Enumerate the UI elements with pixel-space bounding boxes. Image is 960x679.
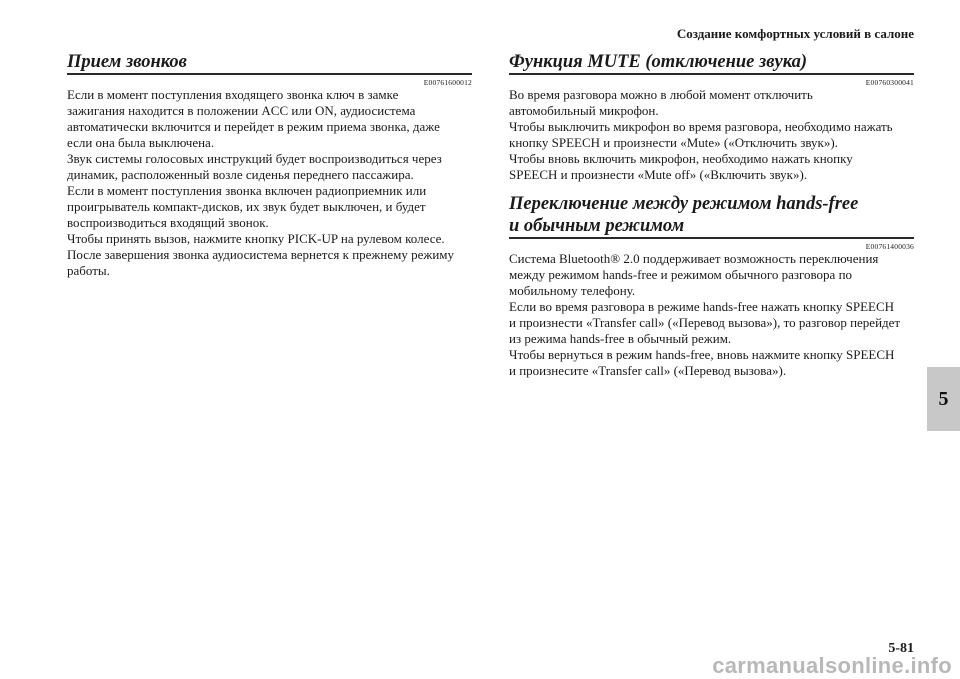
body-line: автомобильный микрофон.	[509, 103, 659, 118]
title-line: и обычным режимом	[509, 216, 685, 236]
section-title-incoming-calls: Прием звонков	[67, 51, 472, 75]
section-title-handsfree	[509, 193, 914, 239]
chapter-tab	[927, 367, 960, 431]
body-line: из режима hands-free в обычный режим.	[509, 331, 732, 346]
body-line: Система Bluetooth® 2.0 поддерживает возможность переключения	[509, 251, 879, 266]
section-code: E00761400036	[865, 242, 914, 251]
section-body	[509, 251, 914, 379]
body-line: Во время разговора можно в любой момент отключить	[509, 87, 813, 102]
body-line: и произнести «Transfer call» («Перевод вызова»), то разговор перейдет	[509, 315, 901, 330]
right-column	[509, 51, 914, 379]
body-line: Если во время разговора в режиме hands-free нажать кнопку SPEECH	[509, 299, 895, 314]
body-line: Звук системы голосовых инструкций будет воспроизводиться через	[67, 151, 442, 166]
body-line: Чтобы вновь включить микрофон, необходимо нажать кнопку	[509, 151, 853, 166]
body-line: между режимом hands-free и режимом обычного разговора по	[509, 267, 853, 282]
section-body	[509, 87, 914, 183]
body-line: После завершения звонка аудиосистема вернется к прежнему режиму	[67, 247, 455, 262]
body-line: Чтобы выключить микрофон во время разговора, необходимо нажать	[509, 119, 893, 134]
page-number: 5-81	[888, 641, 914, 656]
body-line: Если в момент поступления звонка включен радиоприемник или	[67, 183, 427, 198]
body-line: зажигания находится в положении ACC или ON, аудиосистема	[67, 103, 416, 118]
body-line: если она была выключена.	[67, 135, 215, 150]
left-column	[67, 51, 472, 279]
body-line: проигрыватель компакт-дисков, их звук будет выключен, и будет	[67, 199, 426, 214]
body-line: мобильному телефону.	[509, 283, 636, 298]
body-line: SPEECH и произнести «Mute off» («Включить звук»).	[509, 167, 808, 182]
body-line: воспроизводиться входящий звонок.	[67, 215, 269, 230]
section-code: E00760300041	[865, 78, 914, 87]
title-line: Переключение между режимом hands-free	[509, 194, 859, 214]
body-line: динамик, расположенный возле сиденья переднего пассажира.	[67, 167, 414, 182]
running-header: Создание комфортных условий в салоне	[676, 26, 914, 41]
body-line: и произнесите «Transfer call» («Перевод вызова»).	[509, 363, 787, 378]
body-line: Чтобы принять вызов, нажмите кнопку PICK-UP на рулевом колесе.	[67, 231, 445, 246]
section-title-mute: Функция MUTE (отключение звука)	[509, 51, 914, 75]
section-body	[67, 87, 472, 279]
body-line: Если в момент поступления входящего звонка ключ в замке	[67, 87, 399, 102]
section-code: E00761600012	[423, 78, 472, 87]
chapter-number: 5	[938, 387, 949, 410]
body-line: работы.	[67, 263, 110, 278]
watermark: carmanualsonline.info	[712, 653, 952, 678]
body-line: Чтобы вернуться в режим hands-free, вновь нажмите кнопку SPEECH	[509, 347, 895, 362]
body-line: автоматически включится и перейдет в режим приема звонка, даже	[67, 119, 440, 134]
body-line: кнопку SPEECH и произнести «Mute» («Отключить звук»).	[509, 135, 838, 150]
